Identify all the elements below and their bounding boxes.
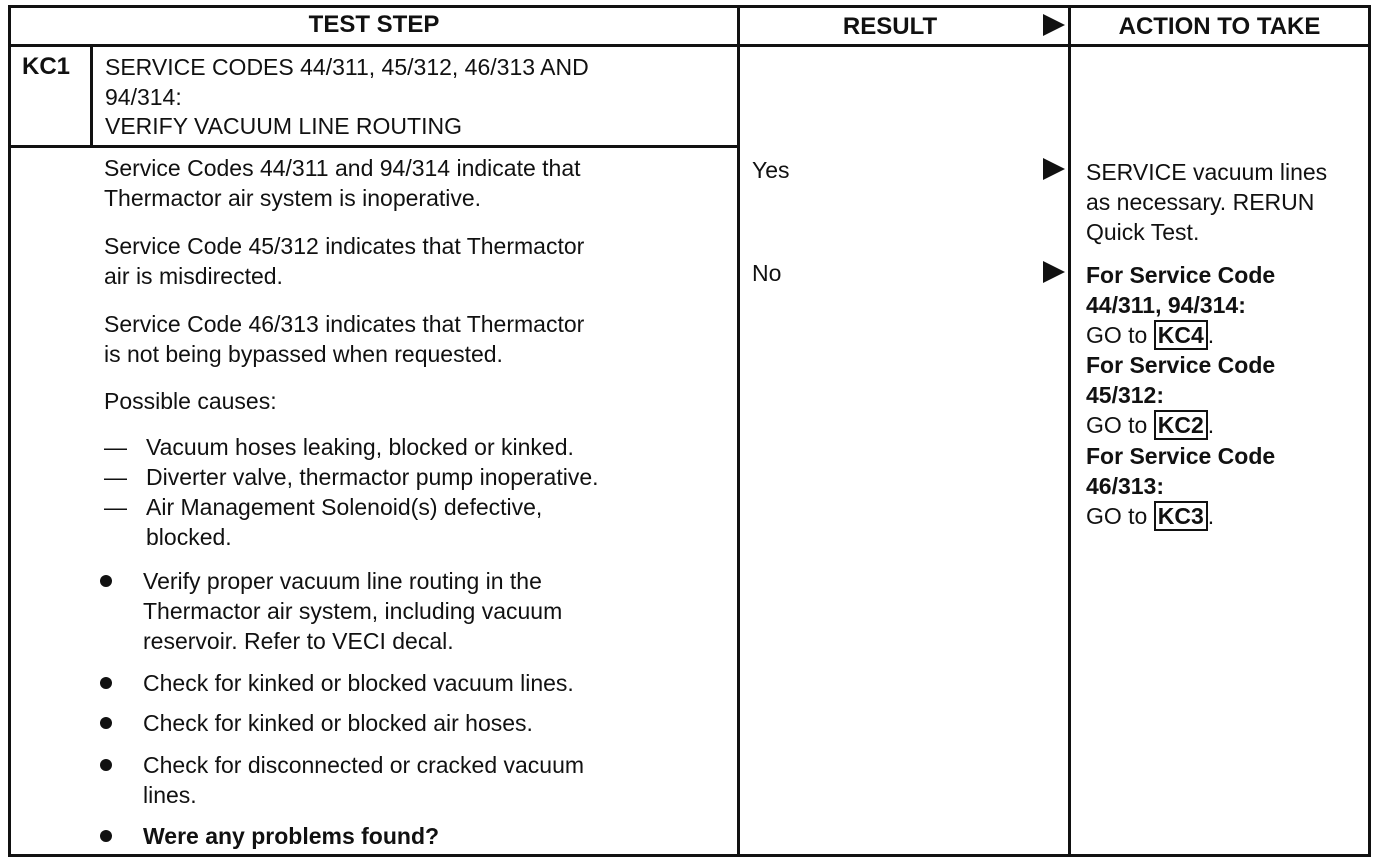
step-title-line: SERVICE CODES 44/311, 45/312, 46/313 AND <box>105 54 589 80</box>
paragraph-line: Service Code 45/312 indicates that Thermactor <box>104 233 585 259</box>
bullet-icon <box>100 830 112 842</box>
table-border-left <box>8 5 11 857</box>
bullet-line: reservoir. Refer to VECI decal. <box>143 628 454 654</box>
header-divider <box>8 44 1371 47</box>
goto-period: . <box>1207 503 1215 529</box>
action-yes-line: Quick Test. <box>1086 219 1200 245</box>
column-divider-result <box>737 5 740 857</box>
result-no: No <box>752 260 782 286</box>
dash-marker: — <box>104 464 127 490</box>
result-yes: Yes <box>752 157 790 183</box>
goto-period: . <box>1207 322 1215 348</box>
goto-kc4-link[interactable]: KC4 <box>1154 320 1208 350</box>
dash-marker: — <box>104 494 127 520</box>
cause-item: Air Management Solenoid(s) defective, <box>146 494 543 520</box>
bullet-icon <box>100 759 112 771</box>
cause-item: Vacuum hoses leaking, blocked or kinked. <box>146 434 574 460</box>
result-no-arrow-icon <box>1043 261 1065 283</box>
header-arrow-icon <box>1043 14 1065 36</box>
bullet-line: Thermactor air system, including vacuum <box>143 598 563 624</box>
bullet-icon <box>100 677 112 689</box>
paragraph-line: Service Codes 44/311 and 94/314 indicate that <box>104 155 581 181</box>
cause-item: Diverter valve, thermactor pump inoperative. <box>146 464 599 490</box>
paragraph-line: is not being bypassed when requested. <box>104 341 503 367</box>
dash-marker: — <box>104 434 127 460</box>
bullet-icon <box>100 575 112 587</box>
action-heading: For Service Code <box>1086 443 1276 469</box>
step-id-divider <box>90 44 93 147</box>
paragraph-line: air is misdirected. <box>104 263 283 289</box>
table-border-right <box>1368 5 1371 857</box>
action-yes-line: as necessary. RERUN <box>1086 189 1315 215</box>
step-title-divider <box>8 145 739 148</box>
bullet-line: lines. <box>143 782 197 808</box>
bullet-line: Check for kinked or blocked vacuum lines. <box>143 670 574 696</box>
action-goto <box>1086 501 1214 531</box>
bullet-question: Were any problems found? <box>143 823 440 849</box>
bullet-line: Check for disconnected or cracked vacuum <box>143 752 585 778</box>
step-title-line: VERIFY VACUUM LINE ROUTING <box>105 113 462 139</box>
header-test-step: TEST STEP <box>308 11 440 38</box>
action-yes-line: SERVICE vacuum lines <box>1086 159 1328 185</box>
table-border-bottom <box>8 854 1371 857</box>
column-divider-action <box>1068 5 1071 857</box>
result-yes-arrow-icon <box>1043 158 1065 180</box>
goto-prefix: GO to <box>1086 412 1154 438</box>
action-heading: For Service Code <box>1086 352 1276 378</box>
possible-causes-label: Possible causes: <box>104 388 277 414</box>
header-action: ACTION TO TAKE <box>1118 13 1321 40</box>
goto-kc3-link[interactable]: KC3 <box>1154 501 1208 531</box>
action-goto <box>1086 320 1214 350</box>
action-heading: 45/312: <box>1086 382 1165 408</box>
paragraph-line: Thermactor air system is inoperative. <box>104 185 482 211</box>
goto-kc2-link[interactable]: KC2 <box>1154 410 1208 440</box>
bullet-line: Verify proper vacuum line routing in the <box>143 568 542 594</box>
step-title-line: 94/314: <box>105 84 182 110</box>
bullet-icon <box>100 717 112 729</box>
cause-item: blocked. <box>146 524 232 550</box>
goto-prefix: GO to <box>1086 503 1154 529</box>
header-result: RESULT <box>842 13 938 40</box>
paragraph-line: Service Code 46/313 indicates that Thermactor <box>104 311 585 337</box>
goto-prefix: GO to <box>1086 322 1154 348</box>
action-heading: 46/313: <box>1086 473 1165 499</box>
action-heading: 44/311, 94/314: <box>1086 292 1246 318</box>
bullet-line: Check for kinked or blocked air hoses. <box>143 710 533 736</box>
action-goto <box>1086 410 1214 440</box>
table-border-top <box>8 5 1371 8</box>
action-heading: For Service Code <box>1086 262 1276 288</box>
step-id: KC1 <box>22 53 71 80</box>
goto-period: . <box>1207 412 1215 438</box>
